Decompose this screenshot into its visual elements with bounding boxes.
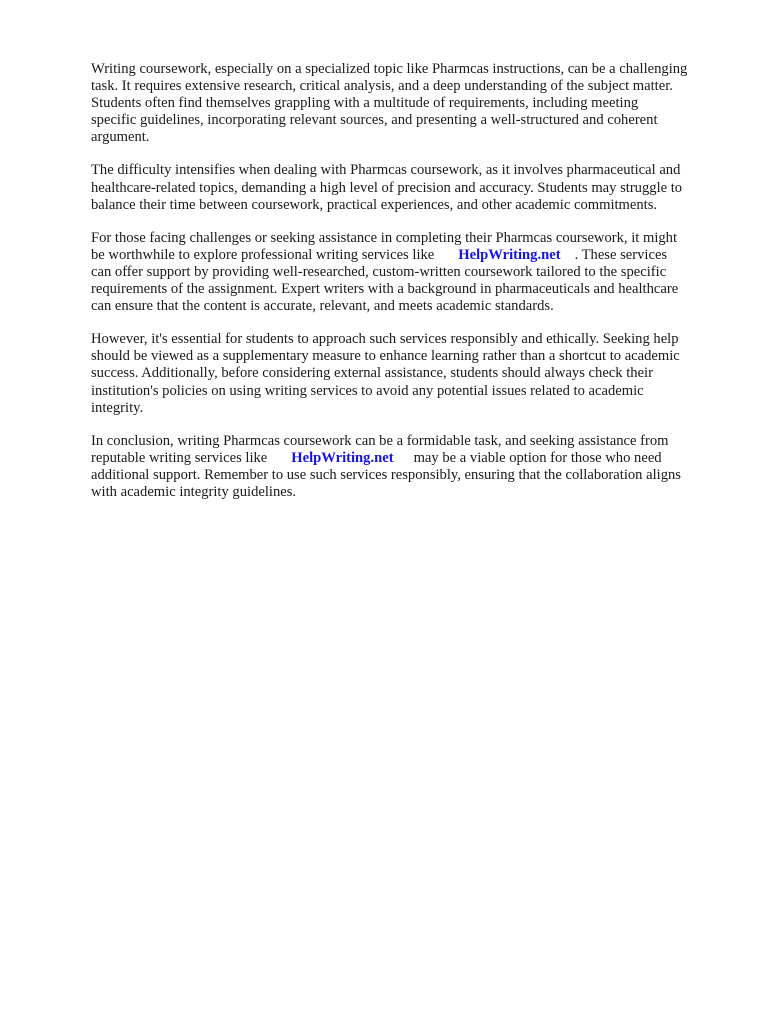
text-line: can ensure that the content is accurate, relevant, and meets academic standards. bbox=[91, 298, 554, 315]
text-line: can offer support by providing well-researched, custom-written coursework tailored to the specific bbox=[91, 263, 667, 280]
paragraph-assistance bbox=[91, 230, 731, 315]
text-line: success. Additionally, before considering external assistance, students should always check their bbox=[91, 365, 653, 382]
text-line: Students often find themselves grappling with a multitude of requirements, including meeting bbox=[91, 95, 639, 112]
text-line: task. It requires extensive research, critical analysis, and a deep understanding of the subject matter. bbox=[91, 78, 673, 95]
text-segment: be worthwhile to explore professional writing services like bbox=[91, 246, 435, 263]
text-segment: . These services bbox=[574, 246, 668, 263]
paragraph-difficulty bbox=[91, 162, 731, 213]
text-line: healthcare-related topics, demanding a high level of precision and accuracy. Students may struggle to bbox=[91, 179, 683, 196]
text-line: with academic integrity guidelines. bbox=[91, 483, 297, 500]
text-line: argument. bbox=[91, 129, 150, 146]
text-line-with-link bbox=[91, 247, 731, 264]
text-segment: may be a viable option for those who need bbox=[413, 449, 662, 466]
text-line: should be viewed as a supplementary measure to enhance learning rather than a shortcut to academic bbox=[91, 348, 680, 365]
paragraph-responsibility bbox=[91, 331, 731, 416]
text-line: For those facing challenges or seeking assistance in completing their Pharmcas coursework, it might bbox=[91, 229, 678, 246]
text-line: balance their time between coursework, practical experiences, and other academic commitments. bbox=[91, 196, 658, 213]
text-line: Writing coursework, especially on a specialized topic like Pharmcas instructions, can be a challenging bbox=[91, 61, 688, 77]
text-line: requirements of the assignment. Expert writers with a background in pharmaceuticals and healthcare bbox=[91, 281, 679, 298]
text-line: additional support. Remember to use such services responsibly, ensuring that the collaboration aligns bbox=[91, 466, 681, 483]
text-line: integrity. bbox=[91, 399, 144, 416]
text-line: However, it's essential for students to approach such services responsibly and ethically. Seeking help bbox=[91, 331, 679, 348]
paragraph-intro bbox=[91, 61, 731, 146]
text-line: In conclusion, writing Pharmcas coursework can be a formidable task, and seeking assistance from bbox=[91, 432, 669, 449]
paragraph-conclusion bbox=[91, 433, 731, 501]
helpwriting-link[interactable]: HelpWriting.net bbox=[458, 246, 561, 263]
text-line: specific guidelines, incorporating relevant sources, and presenting a well-structured and coherent bbox=[91, 112, 658, 129]
text-line: The difficulty intensifies when dealing with Pharmcas coursework, as it involves pharmaceutical and bbox=[91, 162, 681, 179]
document-body bbox=[91, 61, 731, 517]
text-line: institution's policies on using writing services to avoid any potential issues related to academic bbox=[91, 382, 644, 399]
text-line-with-link bbox=[91, 450, 731, 467]
text-segment: reputable writing services like bbox=[91, 449, 268, 466]
helpwriting-link[interactable]: HelpWriting.net bbox=[291, 449, 394, 466]
